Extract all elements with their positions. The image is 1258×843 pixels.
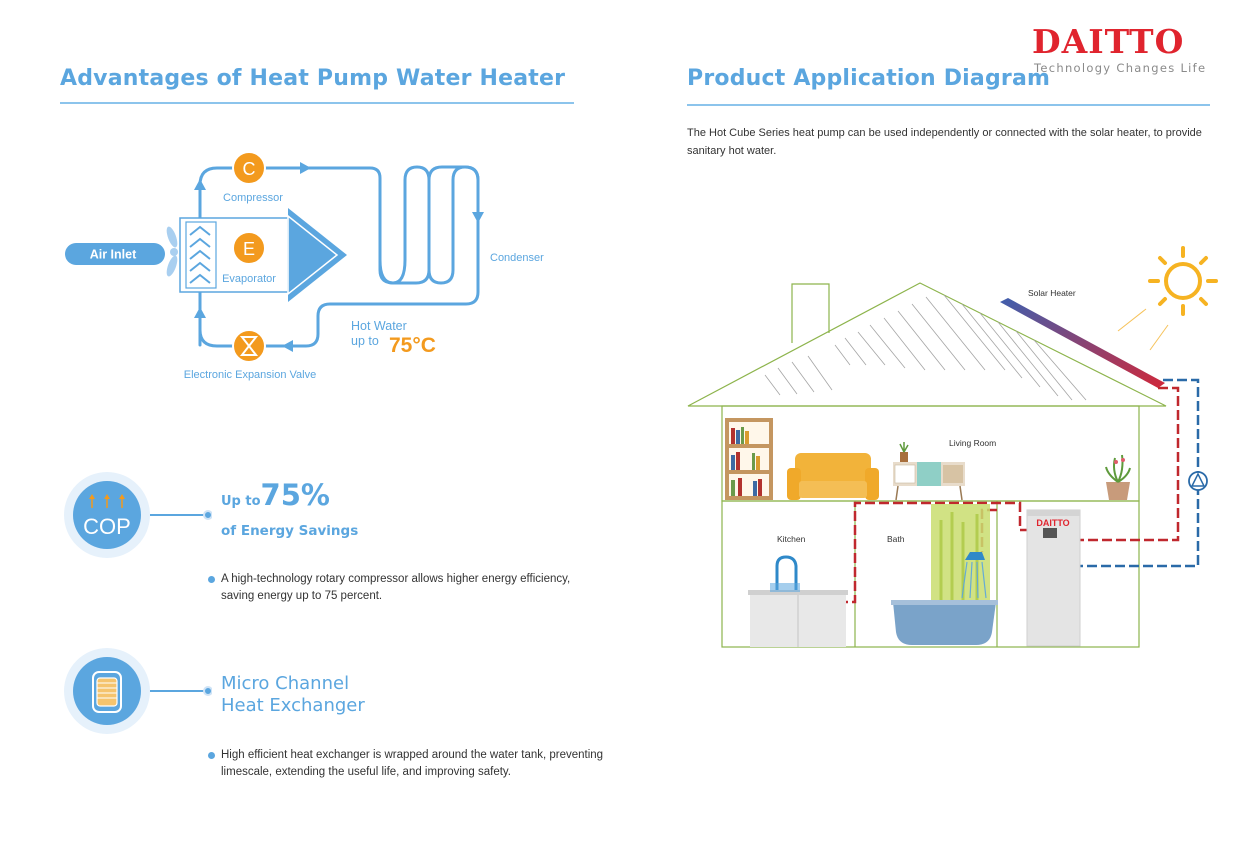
- hot-water-upto: up to: [351, 334, 379, 348]
- right-section-title: Product Application Diagram: [687, 66, 1051, 91]
- intro-line-1: The Hot Cube Series heat pump can be used independently or connected with the solar heater, to provide: [687, 127, 1202, 139]
- application-diagram: [680, 240, 1225, 660]
- cop-headline: [221, 478, 330, 512]
- evaporator-symbol: E: [242, 239, 256, 259]
- heat-pump-cycle-diagram: [60, 140, 580, 390]
- micro-channel-badge: [62, 645, 212, 737]
- left-section-title: Advantages of Heat Pump Water Heater: [60, 66, 566, 91]
- micro-description-1: High efficient heat exchanger is wrapped around the water tank, preventing: [221, 749, 604, 761]
- sun-icon: [1118, 248, 1216, 350]
- solar-heater-label: Solar Heater: [1028, 288, 1076, 298]
- cop-badge: [62, 472, 212, 562]
- air-inlet-label: Air Inlet: [89, 247, 137, 262]
- kitchen-label: Kitchen: [777, 534, 806, 544]
- sofa-icon: [787, 453, 879, 500]
- compressor-label: Compressor: [223, 192, 283, 204]
- micro-channel-title-2: Heat Exchanger: [221, 695, 365, 716]
- left-title-rule: [60, 102, 574, 104]
- hot-water-label: Hot Water: [351, 319, 407, 333]
- cop-subtitle: of Energy Savings: [221, 523, 359, 539]
- brand-tagline: Technology Changes Life: [1034, 61, 1207, 75]
- unit-brand-label: DAITTO: [1036, 518, 1070, 528]
- intro-line-2: sanitary hot water.: [687, 145, 777, 157]
- cop-bullet: [208, 576, 215, 583]
- micro-description-2: limescale, extending the useful life, and improving safety.: [221, 766, 511, 778]
- hot-water-temperature: 75°C: [389, 334, 436, 357]
- plant-icon: [1106, 455, 1130, 500]
- expansion-valve-label: Electronic Expansion Valve: [183, 369, 317, 381]
- right-title-rule: [687, 104, 1210, 106]
- cop-badge-text: COP: [83, 514, 131, 539]
- cop-description-1: A high-technology rotary compressor allows higher energy efficiency,: [221, 573, 571, 585]
- heat-pump-unit: [1027, 510, 1080, 646]
- living-room-label: Living Room: [949, 438, 997, 448]
- evaporator-label: Evaporator: [222, 273, 276, 285]
- micro-bullet: [208, 752, 215, 759]
- micro-channel-title-1: Micro Channel: [221, 673, 350, 694]
- cop-description-2: saving energy up to 75 percent.: [221, 590, 383, 602]
- brand-logo: DAITTO: [1032, 22, 1185, 61]
- cop-value: 75%: [260, 478, 330, 512]
- condenser-label: Condenser: [490, 252, 544, 264]
- compressor-symbol: C: [242, 159, 256, 179]
- bath-label: Bath: [887, 534, 905, 544]
- cop-prefix: Up to: [221, 494, 261, 509]
